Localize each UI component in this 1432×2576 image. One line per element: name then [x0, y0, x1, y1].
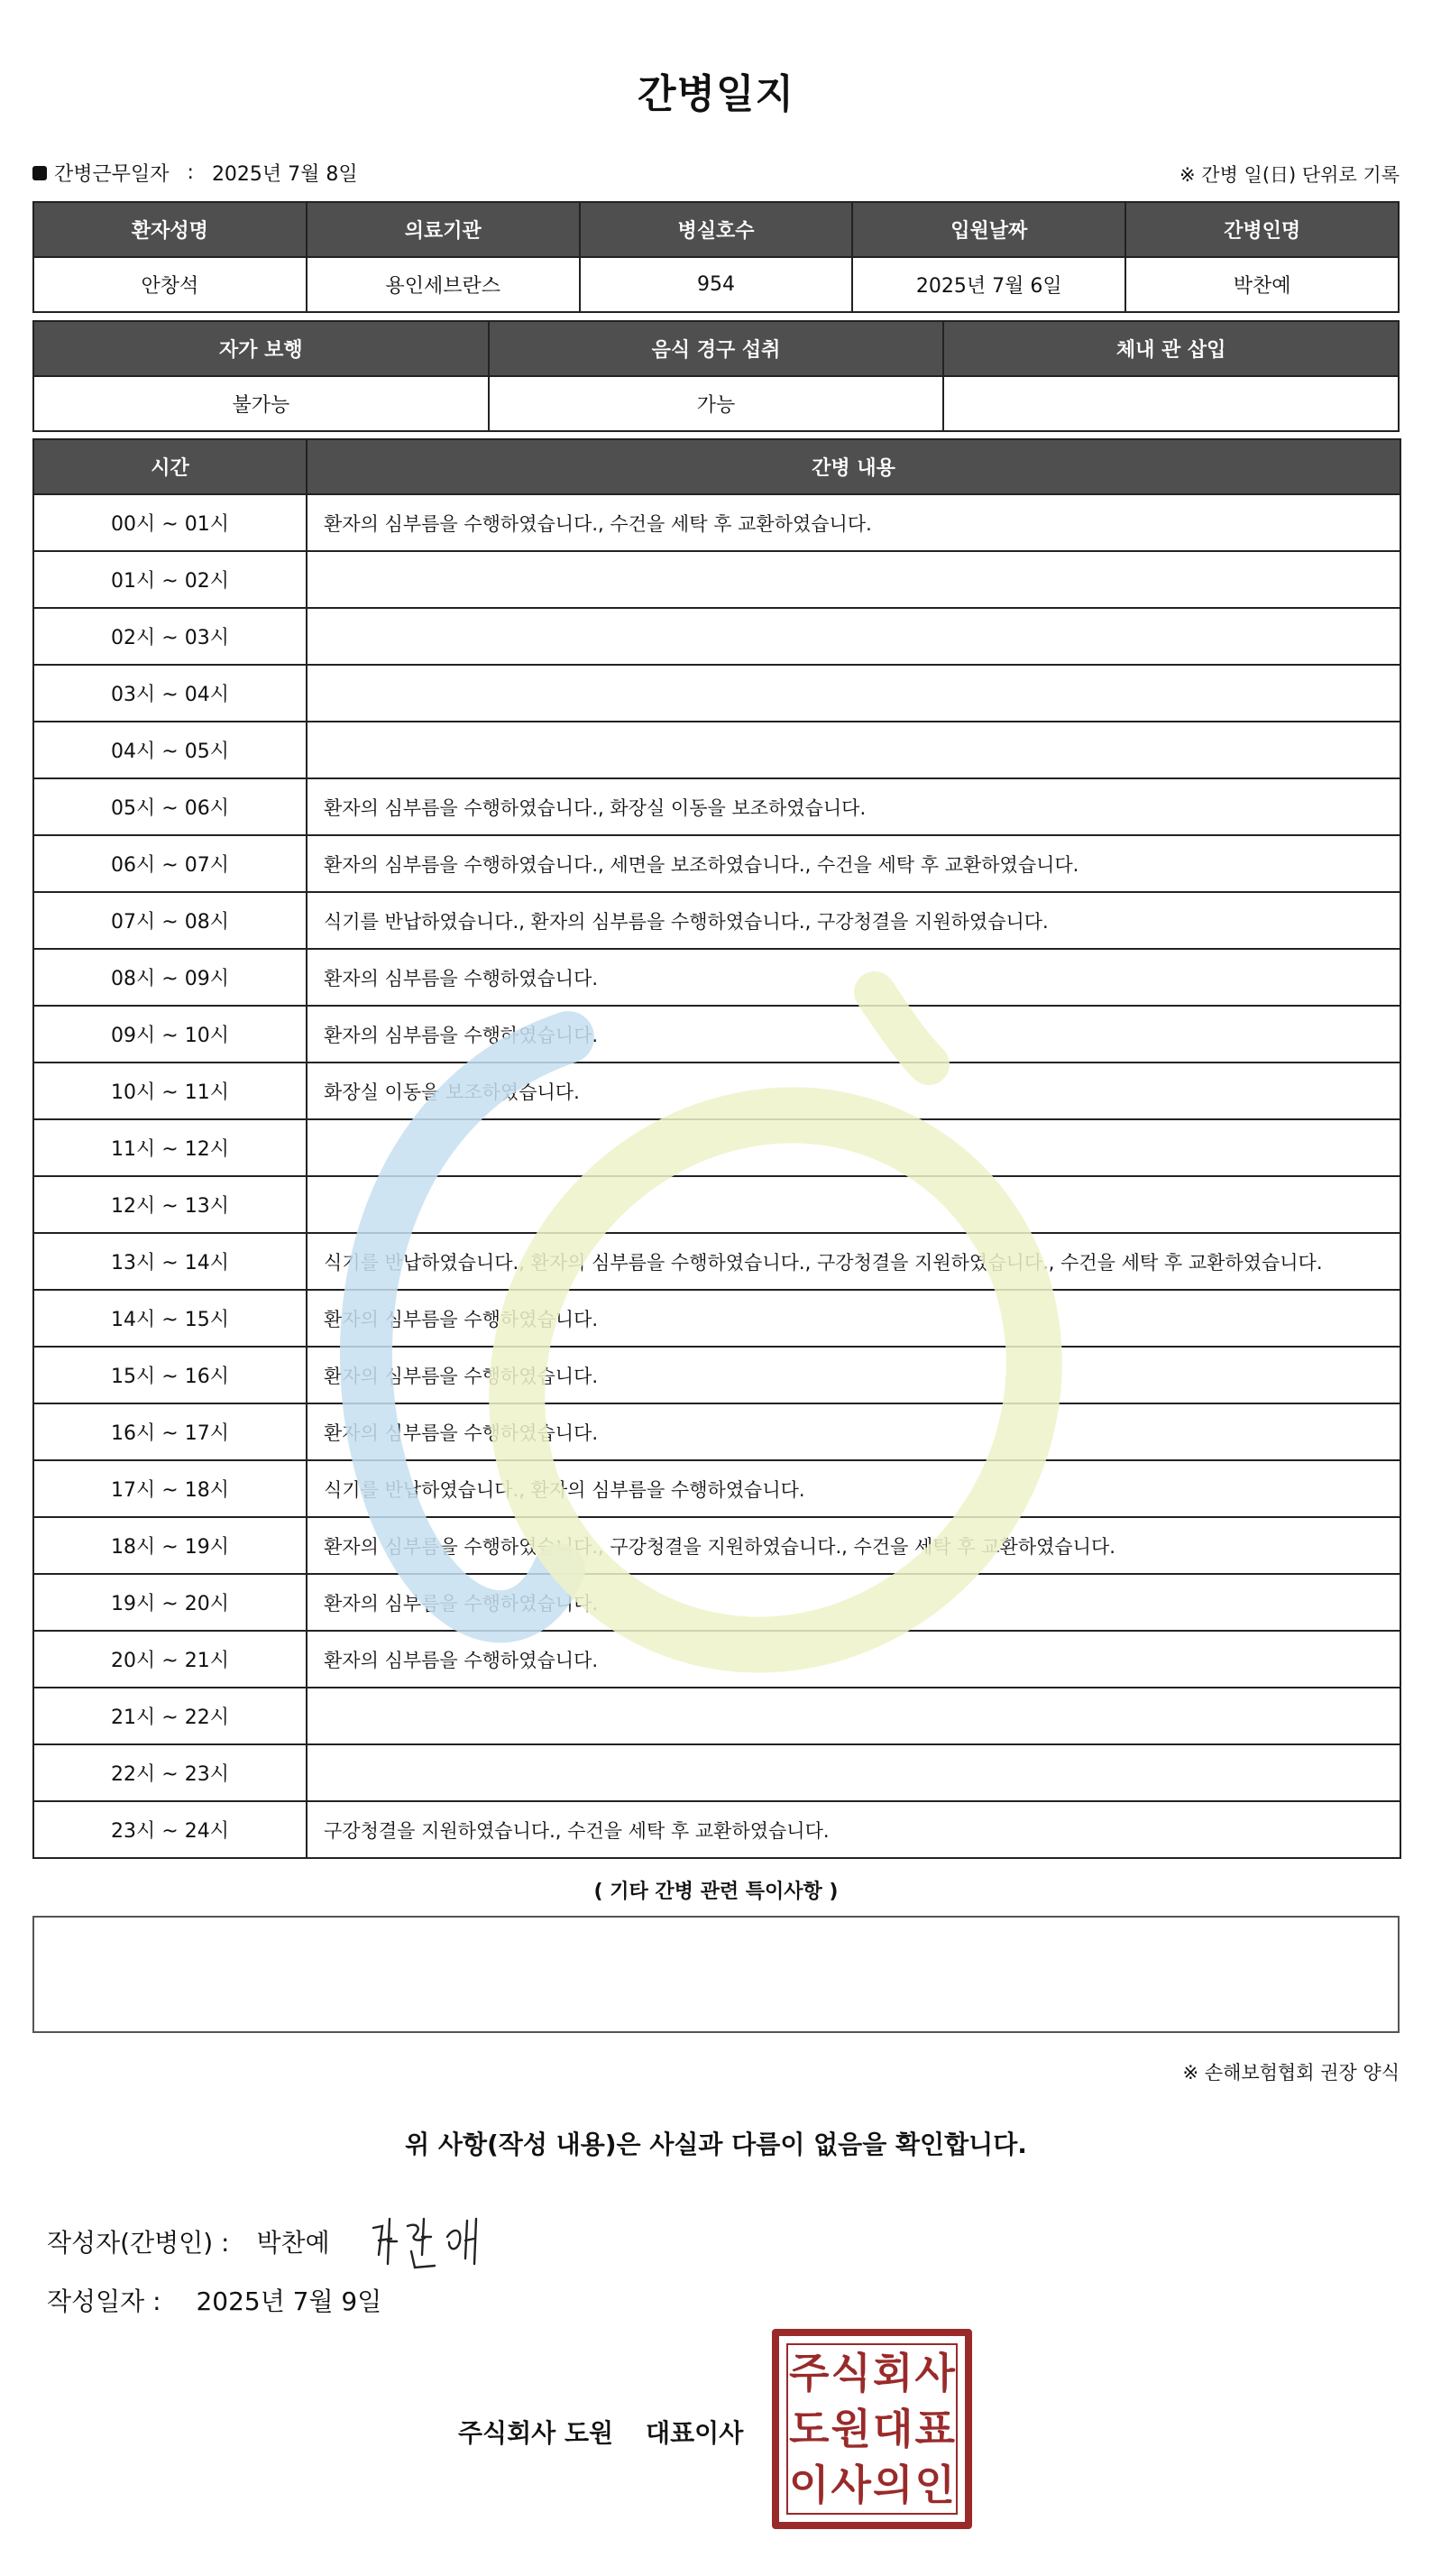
- care-content: 식기를 반납하였습니다., 환자의 심부름을 수행하였습니다.: [307, 1460, 1400, 1517]
- time-slot: 21시 ~ 22시: [33, 1688, 307, 1744]
- written-date-value: 2025년 7월 9일: [196, 2286, 382, 2316]
- care-content: [307, 1119, 1400, 1176]
- seal-character: 인: [914, 2461, 955, 2509]
- care-log-body: [33, 494, 1400, 1858]
- table-row: [33, 1631, 1400, 1688]
- care-content: 환자의 심부름을 수행하였습니다.: [307, 949, 1400, 1006]
- table-row: [33, 892, 1400, 949]
- table-row: [33, 1801, 1400, 1858]
- care-content: 식기를 반납하였습니다., 환자의 심부름을 수행하였습니다., 구강청결을 지원하였습니다., 수건을 세탁 후 교환하였습니다.: [307, 1233, 1400, 1290]
- seal-character: 주: [789, 2349, 830, 2397]
- care-content: [307, 1176, 1400, 1233]
- seal-character: 도: [789, 2405, 830, 2453]
- tube-insertion-value: [943, 376, 1399, 431]
- header-tube-insertion: 체내 관 삽입: [943, 321, 1399, 376]
- table-row: [33, 778, 1400, 835]
- work-date-separator: :: [187, 161, 194, 184]
- seal-character: 식: [831, 2349, 871, 2397]
- care-content: 환자의 심부름을 수행하였습니다.: [307, 1347, 1400, 1403]
- time-slot: 05시 ~ 06시: [33, 778, 307, 835]
- seal-character: 표: [914, 2405, 955, 2453]
- page-title: 간병일지: [637, 71, 794, 117]
- written-date-row: [47, 2282, 381, 2318]
- care-content: [307, 665, 1400, 722]
- time-slot: 17시 ~ 18시: [33, 1460, 307, 1517]
- table-row: [33, 1460, 1400, 1517]
- care-content: 환자의 심부름을 수행하였습니다.: [307, 1006, 1400, 1063]
- table-row: [33, 1063, 1400, 1119]
- author-label: 작성자(간병인) :: [47, 2228, 230, 2258]
- time-slot: 19시 ~ 20시: [33, 1574, 307, 1631]
- notes-title: ( 기타 간병 관련 특이사항 ): [593, 1881, 839, 1903]
- table-row: [33, 1744, 1400, 1801]
- patient-name: 안창석: [33, 257, 307, 312]
- form-source-note: ※ 손해보험협회 권장 양식: [1182, 2062, 1400, 2084]
- care-content: [307, 1688, 1400, 1744]
- care-content: 환자의 심부름을 수행하였습니다., 세면을 보조하였습니다., 수건을 세탁 후 교환하였습니다.: [307, 835, 1400, 892]
- table-row: [33, 1176, 1400, 1233]
- time-slot: 07시 ~ 08시: [33, 892, 307, 949]
- hospital-name: 용인세브란스: [307, 257, 580, 312]
- table-row: [33, 1006, 1400, 1063]
- header-time: 시간: [33, 439, 307, 494]
- time-slot: 03시 ~ 04시: [33, 665, 307, 722]
- header-patient-name: 환자성명: [33, 202, 307, 257]
- time-slot: 11시 ~ 12시: [33, 1119, 307, 1176]
- table-row: [33, 1347, 1400, 1403]
- header-caregiver: 간병인명: [1125, 202, 1399, 257]
- table-row: [33, 1290, 1400, 1347]
- handwritten-signature-icon: [366, 2201, 510, 2282]
- care-content: 식기를 반납하였습니다., 환자의 심부름을 수행하였습니다., 구강청결을 지원하였습니다.: [307, 892, 1400, 949]
- time-slot: 09시 ~ 10시: [33, 1006, 307, 1063]
- seal-character: 사: [914, 2349, 955, 2397]
- care-content: 환자의 심부름을 수행하였습니다.: [307, 1631, 1400, 1688]
- header-room: 병실호수: [580, 202, 853, 257]
- header-oral-intake: 음식 경구 섭취: [489, 321, 944, 376]
- table-row: [33, 551, 1400, 608]
- care-content: 환자의 심부름을 수행하였습니다., 구강청결을 지원하였습니다., 수건을 세탁 후 교환하였습니다.: [307, 1517, 1400, 1574]
- work-date: [32, 159, 358, 187]
- time-slot: 13시 ~ 14시: [33, 1233, 307, 1290]
- seal-character: 회: [873, 2349, 913, 2397]
- time-slot: 23시 ~ 24시: [33, 1801, 307, 1858]
- confirmation-statement: 위 사항(작성 내용)은 사실과 다름이 없음을 확인합니다.: [405, 2130, 1027, 2159]
- care-content: 환자의 심부름을 수행하였습니다.: [307, 1403, 1400, 1460]
- company-seal-stamp: [772, 2329, 972, 2529]
- table-row: [33, 665, 1400, 722]
- table-row: [33, 949, 1400, 1006]
- care-content: [307, 551, 1400, 608]
- record-note: ※ 간병 일(日) 단위로 기록: [1180, 164, 1400, 186]
- table-row: [33, 1233, 1400, 1290]
- time-slot: 02시 ~ 03시: [33, 608, 307, 665]
- time-slot: 06시 ~ 07시: [33, 835, 307, 892]
- time-slot: 15시 ~ 16시: [33, 1347, 307, 1403]
- care-content: 구강청결을 지원하였습니다., 수건을 세탁 후 교환하였습니다.: [307, 1801, 1400, 1858]
- header-care-content: 간병 내용: [307, 439, 1400, 494]
- oral-intake-value: 가능: [489, 376, 944, 431]
- table-row: [33, 835, 1400, 892]
- caregiver-name: 박찬예: [1125, 257, 1399, 312]
- seal-character: 사: [831, 2461, 871, 2509]
- care-content: 환자의 심부름을 수행하였습니다.: [307, 1290, 1400, 1347]
- time-slot: 00시 ~ 01시: [33, 494, 307, 551]
- time-slot: 04시 ~ 05시: [33, 722, 307, 778]
- seal-character: 이: [789, 2461, 830, 2509]
- header-self-walking: 자가 보행: [33, 321, 489, 376]
- header-hospital: 의료기관: [307, 202, 580, 257]
- care-content: [307, 608, 1400, 665]
- self-walking-value: 불가능: [33, 376, 489, 431]
- room-number: 954: [580, 257, 853, 312]
- admission-date: 2025년 7월 6일: [852, 257, 1125, 312]
- time-slot: 12시 ~ 13시: [33, 1176, 307, 1233]
- written-date-label: 작성일자 :: [47, 2286, 161, 2316]
- company-representative-title: 대표이사: [646, 2418, 744, 2448]
- seal-character: 대: [873, 2405, 913, 2453]
- seal-character: 의: [873, 2461, 913, 2509]
- patient-info-table: [32, 201, 1400, 313]
- company-name: 주식회사 도원: [458, 2418, 614, 2448]
- care-content: 화장실 이동을 보조하였습니다.: [307, 1063, 1400, 1119]
- time-slot: 22시 ~ 23시: [33, 1744, 307, 1801]
- table-row: [33, 1119, 1400, 1176]
- table-row: [33, 1688, 1400, 1744]
- patient-status-table: [32, 320, 1400, 432]
- care-content: 환자의 심부름을 수행하였습니다.: [307, 1574, 1400, 1631]
- table-row: [33, 1574, 1400, 1631]
- care-content: 환자의 심부름을 수행하였습니다., 수건을 세탁 후 교환하였습니다.: [307, 494, 1400, 551]
- seal-characters: [786, 2343, 958, 2515]
- work-date-value: 2025년 7월 8일: [211, 163, 358, 186]
- table-row: [33, 722, 1400, 778]
- time-slot: 18시 ~ 19시: [33, 1517, 307, 1574]
- header-admission-date: 입원날짜: [852, 202, 1125, 257]
- author-row: [47, 2201, 510, 2282]
- time-slot: 14시 ~ 15시: [33, 1290, 307, 1347]
- care-content: [307, 722, 1400, 778]
- table-row: [33, 1403, 1400, 1460]
- author-name: 박찬예: [256, 2228, 330, 2258]
- table-row: [33, 608, 1400, 665]
- time-slot: 08시 ~ 09시: [33, 949, 307, 1006]
- notes-box: [32, 1916, 1400, 2033]
- bullet-square-icon: [32, 166, 47, 180]
- time-slot: 16시 ~ 17시: [33, 1403, 307, 1460]
- table-row: [33, 1517, 1400, 1574]
- time-slot: 20시 ~ 21시: [33, 1631, 307, 1688]
- seal-character: 원: [831, 2405, 871, 2453]
- care-content: 환자의 심부름을 수행하였습니다., 화장실 이동을 보조하였습니다.: [307, 778, 1400, 835]
- table-row: [33, 494, 1400, 551]
- work-date-label: 간병근무일자: [54, 163, 170, 186]
- time-slot: 01시 ~ 02시: [33, 551, 307, 608]
- care-log-table: [32, 438, 1401, 1859]
- care-content: [307, 1744, 1400, 1801]
- company-signature-line: [458, 2414, 743, 2450]
- time-slot: 10시 ~ 11시: [33, 1063, 307, 1119]
